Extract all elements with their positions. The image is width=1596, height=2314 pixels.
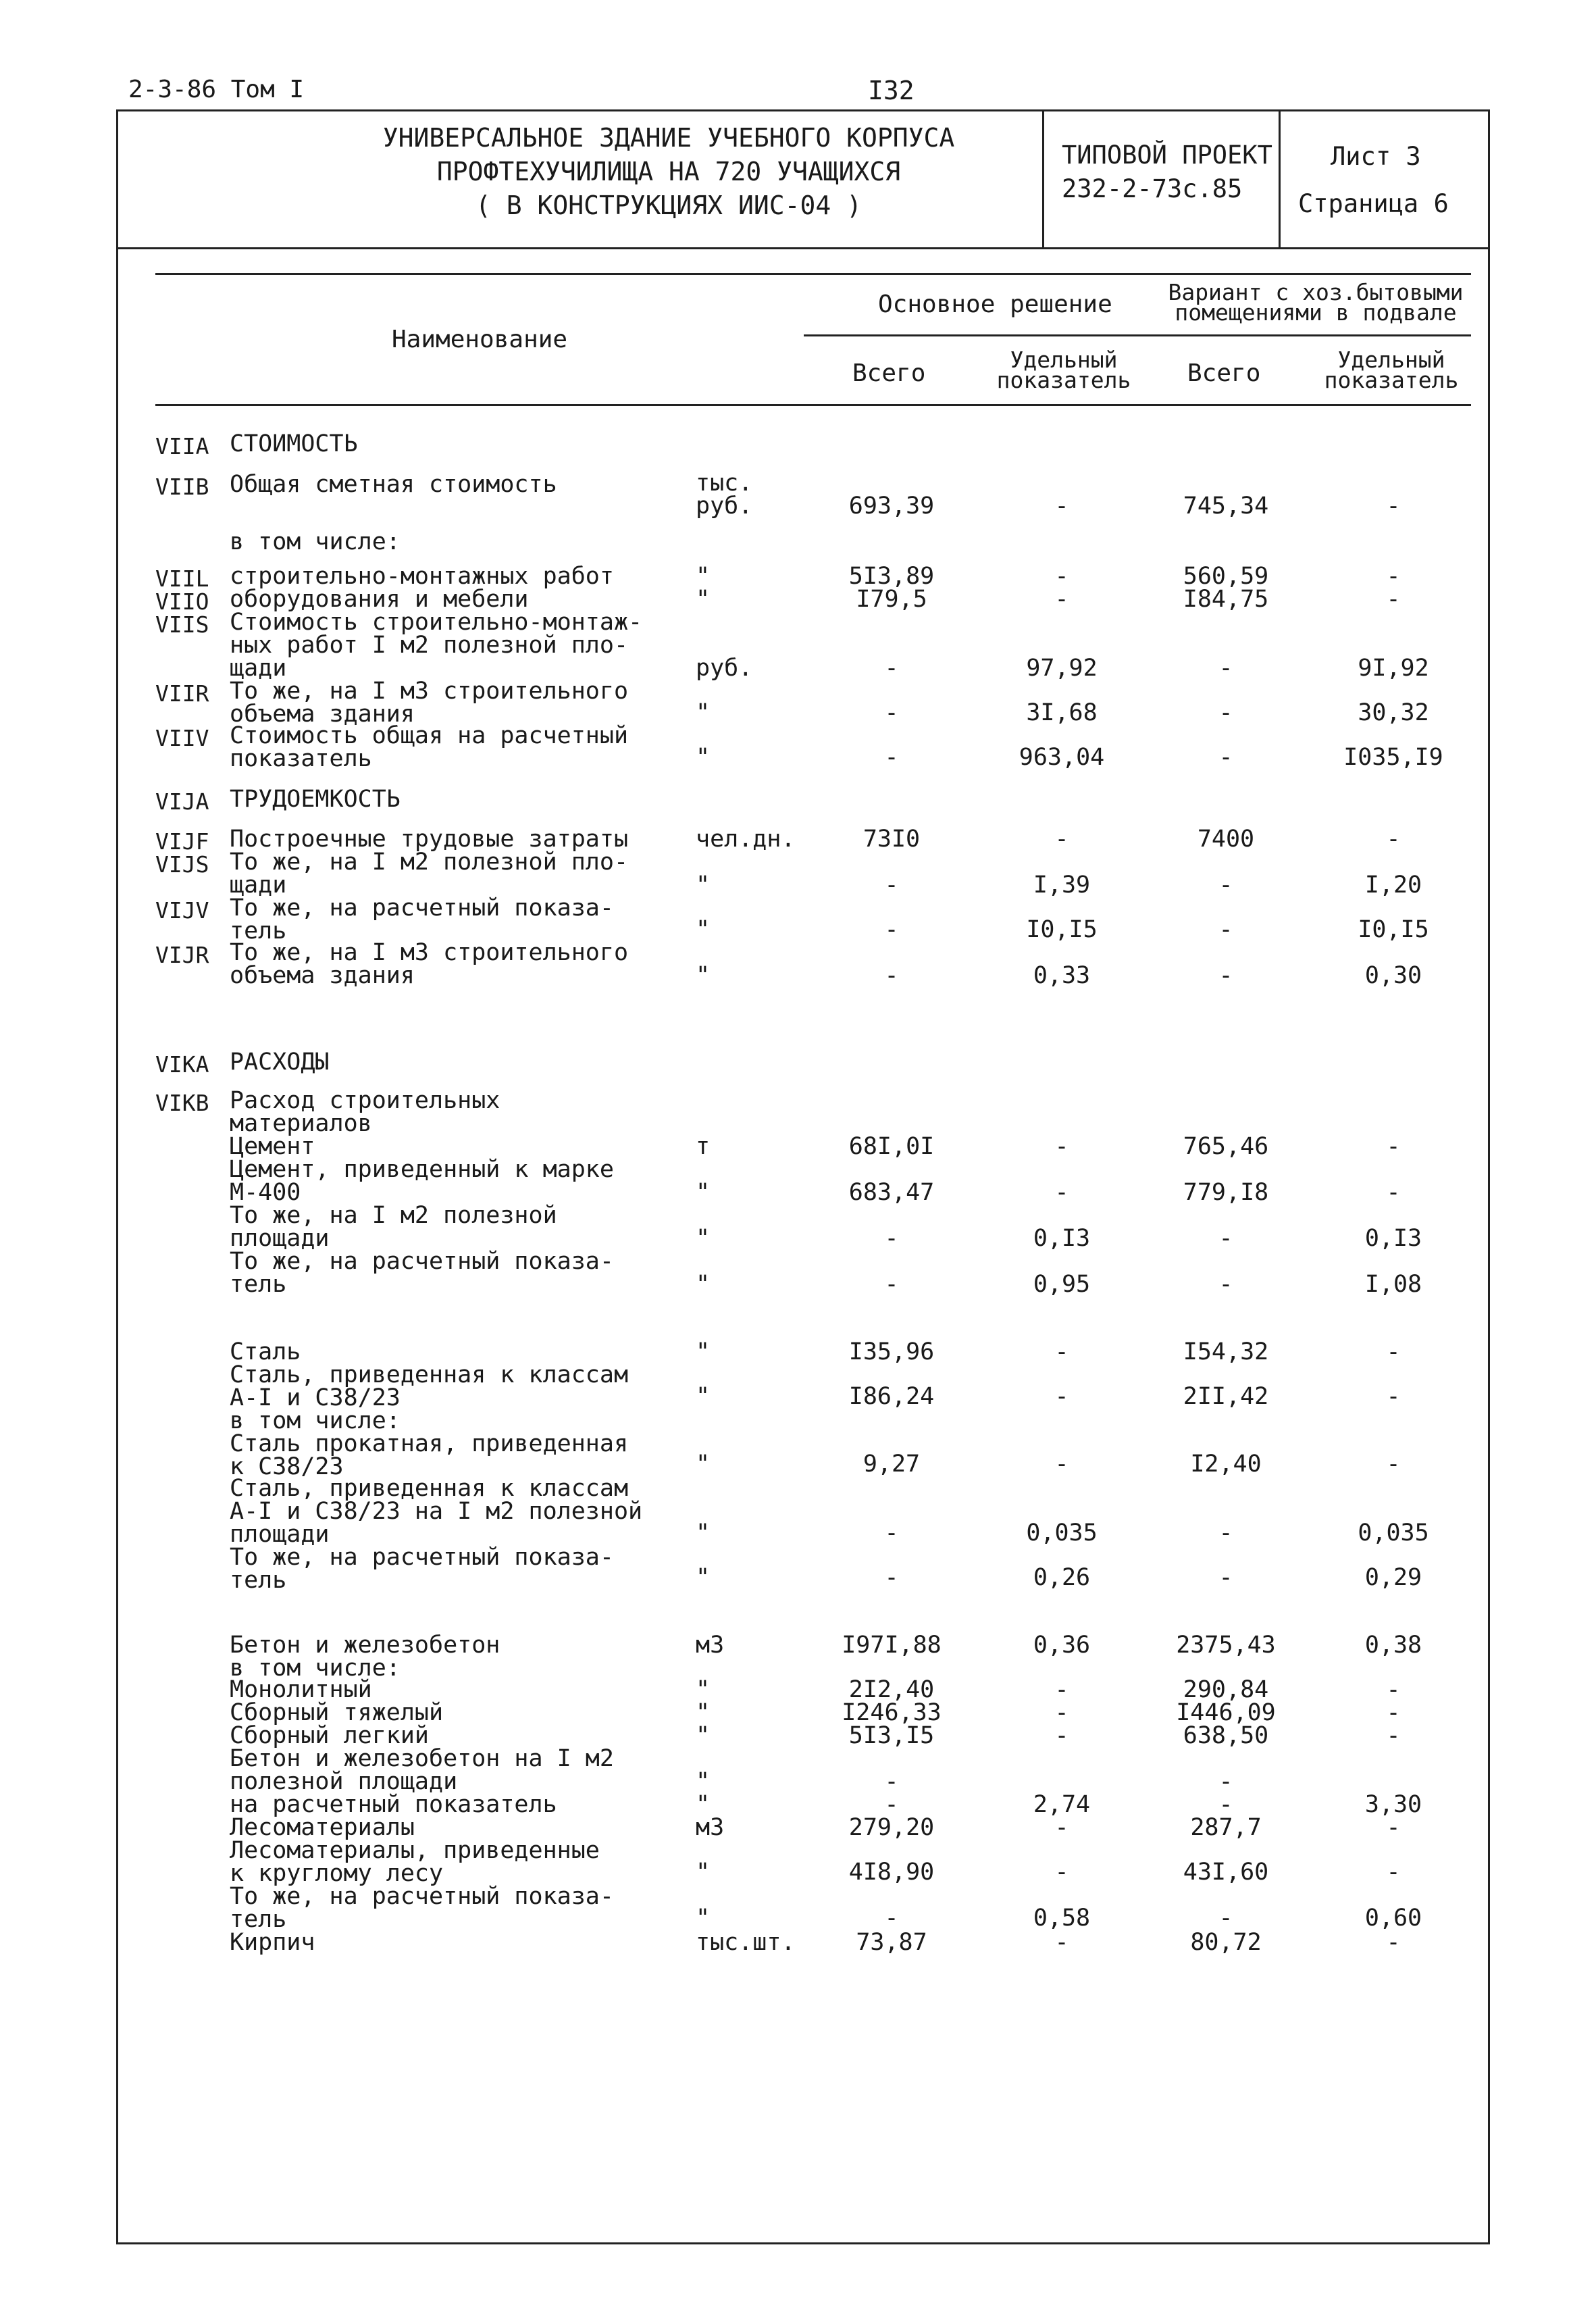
row-value-c4: -	[1386, 1929, 1401, 1956]
table-header-mid-rule	[804, 334, 1471, 336]
row-unit: "	[696, 1791, 711, 1818]
row-name: материалов	[230, 1110, 372, 1137]
row-value-c2: -	[1054, 563, 1069, 590]
row-name: тель	[230, 1567, 287, 1594]
row-name: площади	[230, 1521, 330, 1548]
row-name: Лесоматериалы	[230, 1814, 415, 1841]
row-value-c1: 5I3,89	[848, 563, 935, 590]
row-value-c1: -	[884, 1271, 899, 1298]
variant-line-2: помещениями в подвале	[1175, 299, 1457, 326]
row-value-c4: -	[1386, 563, 1401, 590]
row-value-c1: 9,27	[863, 1451, 921, 1478]
row-code: VIIA	[155, 433, 209, 459]
row-value-c2: 3I,68	[1026, 699, 1098, 726]
specific-main-line-1: Удельный	[1010, 347, 1118, 373]
project-code: 232-2-73с.85	[1062, 174, 1243, 203]
row-name: тель	[230, 917, 287, 945]
row-value-c4: -	[1386, 1451, 1401, 1478]
row-name: Стоимость общая на расчетный	[230, 722, 629, 749]
title-block-divider-1	[1042, 109, 1044, 249]
row-value-c1: 693,39	[848, 493, 935, 520]
row-value-c2: -	[1054, 493, 1069, 520]
row-name: тель	[230, 1906, 287, 1933]
row-unit: "	[696, 699, 711, 726]
title-line-3: ( В КОНСТРУКЦИЯХ ИИС-04 )	[475, 191, 862, 220]
row-value-c4: -	[1386, 586, 1401, 613]
row-value-c2: -	[1054, 1451, 1069, 1478]
project-label: ТИПОВОЙ ПРОЕКТ	[1062, 141, 1272, 170]
row-unit: "	[696, 1768, 711, 1795]
row-name: То же, на расчетный показа-	[230, 1544, 614, 1571]
row-name: ных работ I м2 полезной пло-	[230, 632, 629, 659]
row-value-c3: -	[1218, 872, 1233, 899]
column-header-total-variant: Всего	[1187, 359, 1261, 387]
row-name: Сборный тяжелый	[230, 1699, 444, 1726]
column-header-total-main: Всего	[852, 359, 926, 387]
row-code: VIJV	[155, 897, 209, 924]
row-name: Построечные трудовые затраты	[230, 826, 629, 853]
row-unit: руб.	[696, 493, 753, 520]
row-value-c4: 0,035	[1358, 1519, 1429, 1546]
row-name: Сталь прокатная, приведенная	[230, 1430, 629, 1457]
row-unit: "	[696, 563, 711, 590]
row-name: Монолитный	[230, 1676, 372, 1703]
row-value-c4: -	[1386, 1383, 1401, 1410]
row-name: в том числе:	[230, 1655, 401, 1682]
row-value-c2: -	[1054, 1814, 1069, 1841]
row-value-c1: -	[884, 916, 899, 943]
row-unit: "	[696, 1564, 711, 1591]
row-value-c3: -	[1218, 1225, 1233, 1252]
row-unit: "	[696, 1338, 711, 1365]
page-number: I32	[868, 76, 915, 105]
row-value-c4: I,08	[1364, 1271, 1422, 1298]
row-value-c3: I84,75	[1183, 586, 1269, 613]
row-value-c3: 745,34	[1183, 493, 1269, 520]
column-header-specific-variant	[1310, 347, 1472, 393]
row-name: М-400	[230, 1179, 301, 1206]
row-value-c4: -	[1386, 1676, 1401, 1703]
row-value-c1: 4I8,90	[848, 1859, 935, 1886]
row-name: щади	[230, 872, 287, 899]
row-name: строительно-монтажных работ	[230, 563, 614, 590]
row-value-c3: I54,32	[1183, 1338, 1269, 1365]
row-value-c3: 287,7	[1190, 1814, 1262, 1841]
row-value-c3: 290,84	[1183, 1676, 1269, 1703]
table-header-top-rule	[155, 273, 1471, 275]
row-name: к С38/23	[230, 1453, 344, 1480]
row-value-c1: I246,33	[842, 1699, 942, 1726]
column-header-name: Наименование	[392, 326, 568, 353]
row-value-c2: I0,I5	[1026, 916, 1098, 943]
row-value-c1: -	[884, 744, 899, 771]
row-name: на расчетный показатель	[230, 1791, 557, 1818]
row-name: Сборный легкий	[230, 1722, 430, 1749]
row-value-c3: -	[1218, 1519, 1233, 1546]
row-value-c3: -	[1218, 1271, 1233, 1298]
row-value-c1: -	[884, 962, 899, 989]
row-unit: "	[696, 872, 711, 899]
row-name: объема здания	[230, 962, 415, 989]
row-value-c4: 0,29	[1364, 1564, 1422, 1591]
row-value-c1: 683,47	[848, 1179, 935, 1206]
row-value-c3: I2,40	[1190, 1451, 1262, 1478]
row-name: Общая сметная стоимость	[230, 471, 557, 498]
row-name: То же, на I м2 полезной пло-	[230, 849, 629, 876]
page-label: Страница 6	[1298, 189, 1449, 218]
row-name: Стоимость строительно-монтаж-	[230, 609, 643, 636]
row-code: VIJA	[155, 788, 209, 815]
row-name: Кирпич	[230, 1929, 315, 1956]
row-value-c4: -	[1386, 1699, 1401, 1726]
row-value-c3: 2II,42	[1183, 1383, 1269, 1410]
row-unit: "	[696, 1722, 711, 1749]
sheet-label: Лист 3	[1331, 142, 1421, 171]
row-value-c2: -	[1054, 1179, 1069, 1206]
row-name: Цемент	[230, 1133, 315, 1160]
row-value-c3: -	[1218, 1905, 1233, 1932]
row-value-c1: 2I2,40	[848, 1676, 935, 1703]
row-name: объема здания	[230, 701, 415, 728]
specific-variant-line-2: показатель	[1324, 367, 1459, 393]
row-unit: "	[696, 1271, 711, 1298]
row-name: А-I и С38/23 на I м2 полезной	[230, 1498, 643, 1525]
row-value-c3: 43I,60	[1183, 1859, 1269, 1886]
row-name: площади	[230, 1225, 330, 1252]
row-unit: "	[696, 1383, 711, 1410]
row-value-c3: -	[1218, 699, 1233, 726]
row-unit: "	[696, 1179, 711, 1206]
row-value-c4: -	[1386, 493, 1401, 520]
row-value-c4: -	[1386, 1179, 1401, 1206]
row-value-c3: -	[1218, 1564, 1233, 1591]
row-name: тель	[230, 1271, 287, 1298]
row-code: VIIB	[155, 474, 209, 500]
row-value-c2: 0,33	[1033, 962, 1091, 989]
row-name: СТОИМОСТЬ	[230, 430, 358, 457]
row-value-c4: 9I,92	[1358, 655, 1429, 682]
row-unit: чел.дн.	[696, 826, 796, 853]
row-value-c1: 68I,0I	[848, 1133, 935, 1160]
row-name: То же, на I м2 полезной	[230, 1202, 557, 1229]
title-block-bottom-rule	[116, 247, 1490, 249]
row-name: Расход строительных	[230, 1087, 500, 1114]
row-name: к круглому лесу	[230, 1860, 444, 1887]
row-code: VIIV	[155, 725, 209, 751]
row-value-c2: 0,58	[1033, 1905, 1091, 1932]
row-value-c2: 0,035	[1026, 1519, 1098, 1546]
row-code: VIIS	[155, 611, 209, 638]
row-name: То же, на расчетный показа-	[230, 1248, 614, 1275]
row-code: VIIR	[155, 680, 209, 707]
row-name: Бетон и железобетон	[230, 1632, 500, 1659]
row-value-c4: I035,I9	[1343, 744, 1443, 771]
row-value-c1: -	[884, 1768, 899, 1795]
row-unit: м3	[696, 1632, 725, 1659]
row-name: в том числе:	[230, 528, 401, 555]
row-value-c1: I79,5	[856, 586, 927, 613]
row-value-c2: -	[1054, 1676, 1069, 1703]
row-value-c3: -	[1218, 962, 1233, 989]
row-value-c2: 0,26	[1033, 1564, 1091, 1591]
row-value-c1: -	[884, 1905, 899, 1932]
row-value-c3: -	[1218, 655, 1233, 682]
row-value-c4: 0,38	[1364, 1632, 1422, 1659]
row-value-c3: 765,46	[1183, 1133, 1269, 1160]
row-name: То же, на I м3 строительного	[230, 939, 629, 966]
row-value-c3: 7400	[1197, 826, 1255, 853]
row-value-c2: -	[1054, 1383, 1069, 1410]
row-value-c2: 0,95	[1033, 1271, 1091, 1298]
row-value-c1: -	[884, 1225, 899, 1252]
row-value-c2: I,39	[1033, 872, 1091, 899]
row-value-c1: -	[884, 872, 899, 899]
row-unit: "	[696, 1451, 711, 1478]
row-value-c3: -	[1218, 916, 1233, 943]
row-name: полезной площади	[230, 1768, 458, 1795]
row-value-c4: I,20	[1364, 872, 1422, 899]
row-name: РАСХОДЫ	[230, 1049, 330, 1076]
title-line-2: ПРОФТЕХУЧИЛИЩА НА 720 УЧАЩИХСЯ	[436, 157, 901, 186]
row-name: показатель	[230, 745, 372, 772]
row-unit: "	[696, 1699, 711, 1726]
row-value-c1: -	[884, 1519, 899, 1546]
row-value-c4: -	[1386, 1814, 1401, 1841]
row-name: Цемент, приведенный к марке	[230, 1156, 614, 1183]
row-value-c3: 638,50	[1183, 1722, 1269, 1749]
row-name: То же, на расчетный показа-	[230, 895, 614, 922]
row-unit: "	[696, 1225, 711, 1252]
document-code: 2-3-86 Том I	[128, 76, 305, 103]
row-code: VIKA	[155, 1051, 209, 1078]
row-unit: "	[696, 962, 711, 989]
row-value-c3: -	[1218, 1791, 1233, 1818]
row-value-c1: 73I0	[863, 826, 921, 853]
row-value-c2: -	[1054, 1133, 1069, 1160]
row-value-c2: 97,92	[1026, 655, 1098, 682]
row-value-c1: -	[884, 699, 899, 726]
row-name: Бетон и железобетон на I м2	[230, 1745, 614, 1772]
row-value-c2: -	[1054, 1859, 1069, 1886]
row-value-c2: -	[1054, 1722, 1069, 1749]
row-name: Сталь, приведенная к классам	[230, 1361, 629, 1388]
row-code: VIJF	[155, 828, 209, 855]
row-name: Сталь	[230, 1338, 301, 1365]
row-value-c2: -	[1054, 826, 1069, 853]
row-code: VIKB	[155, 1090, 209, 1116]
row-name: То же, на расчетный показа-	[230, 1883, 614, 1910]
row-value-c1: I35,96	[848, 1338, 935, 1365]
row-value-c4: -	[1386, 1859, 1401, 1886]
row-value-c3: 560,59	[1183, 563, 1269, 590]
column-header-specific-main	[979, 347, 1148, 393]
row-value-c2: -	[1054, 1699, 1069, 1726]
row-unit: тыс.	[696, 470, 753, 497]
row-unit: "	[696, 1676, 711, 1703]
row-value-c4: -	[1386, 1133, 1401, 1160]
row-value-c3: 2375,43	[1176, 1632, 1276, 1659]
row-unit: "	[696, 744, 711, 771]
row-value-c2: 0,36	[1033, 1632, 1091, 1659]
row-value-c4: -	[1386, 1338, 1401, 1365]
row-code: VIIO	[155, 588, 209, 615]
row-value-c4: -	[1386, 1722, 1401, 1749]
title-block-divider-2	[1279, 109, 1281, 249]
row-unit: т	[696, 1133, 711, 1160]
row-code: VIJS	[155, 851, 209, 878]
row-value-c4: 0,I3	[1364, 1225, 1422, 1252]
row-value-c1: 279,20	[848, 1814, 935, 1841]
row-value-c4: 3,30	[1364, 1791, 1422, 1818]
column-header-variant	[1160, 279, 1471, 326]
specific-main-line-2: показатель	[996, 367, 1131, 393]
row-name: ТРУДОЕМКОСТЬ	[230, 786, 401, 813]
row-name: в том числе:	[230, 1407, 401, 1434]
variant-line-1: Вариант с хоз.бытовыми	[1168, 279, 1464, 305]
row-value-c1: -	[884, 655, 899, 682]
row-value-c2: -	[1054, 1338, 1069, 1365]
row-unit: "	[696, 586, 711, 613]
title-line-1: УНИВЕРСАЛЬНОЕ ЗДАНИЕ УЧЕБНОГО КОРПУСА	[382, 123, 955, 153]
row-value-c1: -	[884, 1791, 899, 1818]
row-value-c1: I97I,88	[842, 1632, 942, 1659]
row-value-c1: 5I3,I5	[848, 1722, 935, 1749]
row-value-c4: -	[1386, 826, 1401, 853]
row-unit: м3	[696, 1814, 725, 1841]
row-name: А-I и С38/23	[230, 1384, 401, 1411]
row-unit: "	[696, 1519, 711, 1546]
row-value-c3: I446,09	[1176, 1699, 1276, 1726]
row-value-c4: 30,32	[1358, 699, 1429, 726]
row-unit: тыс.шт.	[696, 1929, 796, 1956]
column-header-main-solution: Основное решение	[878, 291, 1112, 318]
table-header-bottom-rule	[155, 404, 1471, 406]
row-value-c2: -	[1054, 586, 1069, 613]
row-value-c1: I86,24	[848, 1383, 935, 1410]
row-value-c1: 73,87	[856, 1929, 927, 1956]
row-unit: руб.	[696, 655, 753, 682]
row-value-c4: I0,I5	[1358, 916, 1429, 943]
row-name: Сталь, приведенная к классам	[230, 1475, 629, 1502]
row-value-c3: -	[1218, 1768, 1233, 1795]
row-value-c4: 0,60	[1364, 1905, 1422, 1932]
row-value-c2: 963,04	[1019, 744, 1105, 771]
row-code: VIIL	[155, 565, 209, 592]
row-unit: "	[696, 1905, 711, 1932]
row-value-c3: 80,72	[1190, 1929, 1262, 1956]
row-value-c2: 2,74	[1033, 1791, 1091, 1818]
row-name: То же, на I м3 строительного	[230, 678, 629, 705]
row-unit: "	[696, 1859, 711, 1886]
row-unit: "	[696, 916, 711, 943]
row-name: щади	[230, 655, 287, 682]
row-value-c3: -	[1218, 744, 1233, 771]
row-value-c4: 0,30	[1364, 962, 1422, 989]
specific-variant-line-1: Удельный	[1337, 347, 1445, 373]
row-value-c2: -	[1054, 1929, 1069, 1956]
row-value-c3: 779,I8	[1183, 1179, 1269, 1206]
row-value-c2: 0,I3	[1033, 1225, 1091, 1252]
row-name: Лесоматериалы, приведенные	[230, 1837, 600, 1864]
row-value-c1: -	[884, 1564, 899, 1591]
row-name: оборудования и мебели	[230, 586, 529, 613]
row-code: VIJR	[155, 942, 209, 968]
